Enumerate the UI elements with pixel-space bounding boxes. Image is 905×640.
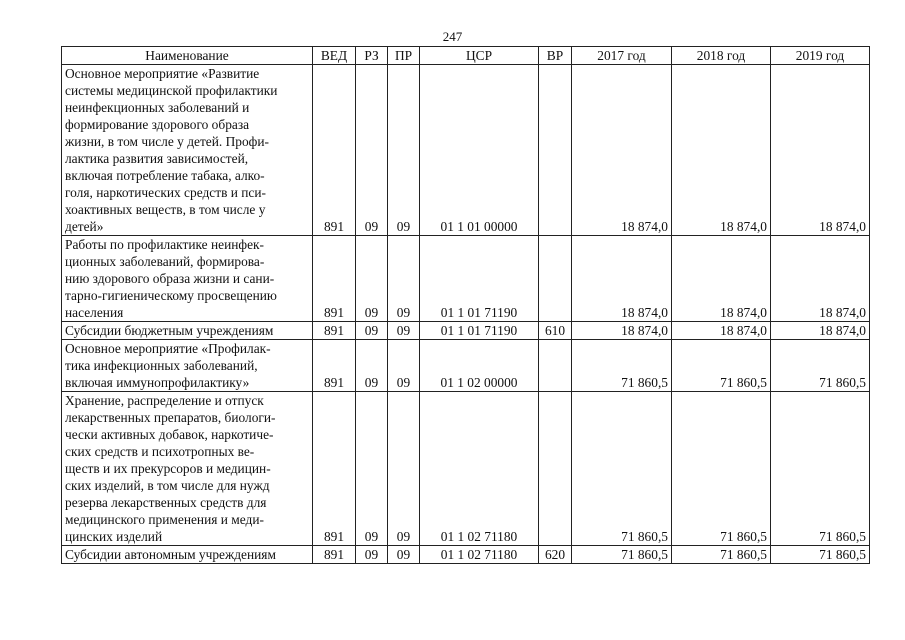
row-csr: 01 1 02 71180 — [420, 392, 539, 546]
row-2018: 71 860,5 — [672, 546, 771, 564]
col-header-2019: 2019 год — [771, 47, 870, 65]
row-2019: 18 874,0 — [771, 65, 870, 236]
row-name: Субсидии автономным учреждениям — [62, 546, 313, 564]
row-csr: 01 1 02 00000 — [420, 340, 539, 392]
row-2017: 18 874,0 — [572, 236, 672, 322]
row-vr: 610 — [539, 322, 572, 340]
row-vr — [539, 65, 572, 236]
row-ved: 891 — [313, 322, 356, 340]
table-row — [62, 392, 870, 546]
row-ved: 891 — [313, 392, 356, 546]
col-header-ved: ВЕД — [313, 47, 356, 65]
table-row — [62, 340, 870, 392]
table-header-row — [62, 47, 870, 65]
row-vr: 620 — [539, 546, 572, 564]
table-row — [62, 546, 870, 564]
row-2017: 18 874,0 — [572, 65, 672, 236]
row-name: Основное мероприятие «Профилак- тика инфекционных заболеваний, включая иммунопрофилактику» — [62, 340, 313, 392]
row-2017: 18 874,0 — [572, 322, 672, 340]
row-2017: 71 860,5 — [572, 340, 672, 392]
row-rz: 09 — [356, 340, 388, 392]
col-header-rz: РЗ — [356, 47, 388, 65]
row-2018: 71 860,5 — [672, 340, 771, 392]
row-pr: 09 — [388, 546, 420, 564]
row-2018: 18 874,0 — [672, 322, 771, 340]
row-2019: 71 860,5 — [771, 340, 870, 392]
row-pr: 09 — [388, 65, 420, 236]
row-rz: 09 — [356, 236, 388, 322]
table-row — [62, 65, 870, 236]
row-pr: 09 — [388, 322, 420, 340]
row-2019: 18 874,0 — [771, 322, 870, 340]
row-2017: 71 860,5 — [572, 546, 672, 564]
row-rz: 09 — [356, 392, 388, 546]
row-csr: 01 1 01 00000 — [420, 65, 539, 236]
row-2019: 71 860,5 — [771, 392, 870, 546]
row-2019: 71 860,5 — [771, 546, 870, 564]
row-vr — [539, 340, 572, 392]
row-pr: 09 — [388, 236, 420, 322]
row-ved: 891 — [313, 546, 356, 564]
row-pr: 09 — [388, 392, 420, 546]
col-header-pr: ПР — [388, 47, 420, 65]
col-header-name: Наименование — [62, 47, 313, 65]
row-name: Хранение, распределение и отпуск лекарственных препаратов, биологи- чески активных добавок, наркотиче- ских средств и психотропных ве- ществ и их прекурсоров и медицин- ских изделий, в том числе для нужд резерва лекарственных средств для медицинского применения и меди- цинских изделий — [62, 392, 313, 546]
row-rz: 09 — [356, 322, 388, 340]
row-ved: 891 — [313, 340, 356, 392]
row-2018: 71 860,5 — [672, 392, 771, 546]
row-vr — [539, 392, 572, 546]
row-csr: 01 1 02 71180 — [420, 546, 539, 564]
row-ved: 891 — [313, 65, 356, 236]
col-header-vr: ВР — [539, 47, 572, 65]
row-2017: 71 860,5 — [572, 392, 672, 546]
row-vr — [539, 236, 572, 322]
row-name: Работы по профилактике неинфек- ционных заболеваний, формирова- нию здорового образа жизни и сани- тарно-гигиеническому просвещению населения — [62, 236, 313, 322]
row-rz: 09 — [356, 546, 388, 564]
row-pr: 09 — [388, 340, 420, 392]
row-name: Основное мероприятие «Развитие системы медицинской профилактики неинфекционных заболеваний и формирование здорового образа жизни, в том числе у детей. Профи- лактика развития зависимостей, включая потребление табака, алко- голя, наркотических средств и пси- хоактивных веществ, в том числе у детей» — [62, 65, 313, 236]
col-header-2017: 2017 год — [572, 47, 672, 65]
row-ved: 891 — [313, 236, 356, 322]
page-number: 247 — [442, 29, 463, 44]
table-row — [62, 236, 870, 322]
col-header-csr: ЦСР — [420, 47, 539, 65]
col-header-2018: 2018 год — [672, 47, 771, 65]
row-csr: 01 1 01 71190 — [420, 236, 539, 322]
row-csr: 01 1 01 71190 — [420, 322, 539, 340]
row-2018: 18 874,0 — [672, 236, 771, 322]
table-row — [62, 322, 870, 340]
budget-table — [61, 46, 870, 564]
row-name: Субсидии бюджетным учреждениям — [62, 322, 313, 340]
row-2019: 18 874,0 — [771, 236, 870, 322]
row-2018: 18 874,0 — [672, 65, 771, 236]
row-rz: 09 — [356, 65, 388, 236]
